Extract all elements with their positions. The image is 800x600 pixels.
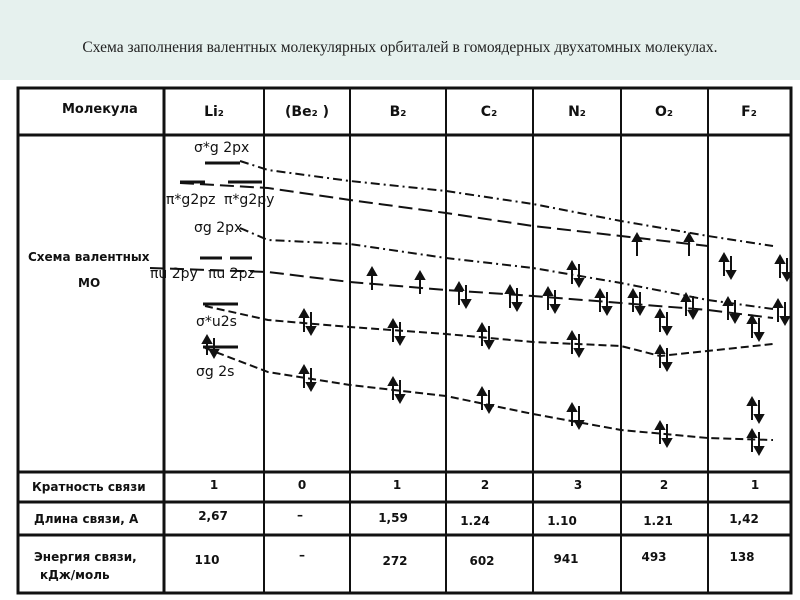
bond-energy-li2: 110 <box>194 553 220 567</box>
label-sigma-g-2s: σg 2s <box>196 364 235 380</box>
bond-length-be2: – <box>297 508 303 522</box>
label-pi-g-2py-star: π*g2py <box>224 192 275 208</box>
bond-order-o2: 2 <box>659 478 669 492</box>
bond-energy-b2: 272 <box>382 554 408 568</box>
bond-energy-n2: 941 <box>553 552 579 566</box>
bond-length-n2: 1.10 <box>547 514 577 528</box>
bond-energy-o2: 493 <box>641 550 667 564</box>
scheme-label-line2: МО <box>78 276 101 290</box>
bond-length-o2: 1.21 <box>643 514 673 528</box>
label-pi-g-2pz-star: π*g2pz <box>166 192 216 208</box>
molecule-be2: (Be₂ ) <box>285 104 329 120</box>
molecule-li2: Li₂ <box>204 104 224 120</box>
molecule-c2: C₂ <box>480 104 498 120</box>
bond-order-label: Кратность связи <box>32 480 146 494</box>
bond-energy-c2: 602 <box>469 554 495 568</box>
label-sigma-g-2px-star: σ*g 2px <box>194 140 250 156</box>
electron-arrows <box>203 234 791 454</box>
molecule-n2: N₂ <box>568 104 586 120</box>
scheme-label-line1: Схема валентных <box>28 250 150 264</box>
corner-label-molecule: Молекула <box>62 102 138 117</box>
bond-length-label: Длина связи, А <box>34 512 139 526</box>
bond-energy-f2: 138 <box>729 550 755 564</box>
bond-energy-be2: – <box>299 548 305 562</box>
molecule-f2: F₂ <box>741 104 757 120</box>
bond-order-b2: 1 <box>392 478 402 492</box>
bond-order-be2: 0 <box>297 478 307 492</box>
label-pi-u-2py: πu 2py <box>150 266 198 282</box>
bond-order-n2: 3 <box>573 478 583 492</box>
slide-title: Схема заполнения валентных молекулярных орбиталей в гомоядерных двухатомных молекулах. <box>82 39 718 56</box>
bond-order-c2: 2 <box>480 478 490 492</box>
bond-length-c2: 1.24 <box>460 514 490 528</box>
label-sigma-g-2px: σg 2px <box>194 220 243 236</box>
bond-length-li2: 2,67 <box>198 509 228 523</box>
label-pi-u-2pz: πu 2pz <box>208 266 255 282</box>
label-sigma-u-2s-star: σ*u2s <box>196 314 237 330</box>
bond-energy-label-line2: кДж/моль <box>40 568 110 582</box>
bond-length-f2: 1,42 <box>729 512 759 526</box>
molecule-o2: O₂ <box>654 104 674 120</box>
bond-order-f2: 1 <box>750 478 760 492</box>
sigma-g-2px-star-level <box>240 161 773 246</box>
bond-order-li2: 1 <box>209 478 219 492</box>
bond-length-b2: 1,59 <box>378 511 408 525</box>
bond-energy-label-line1: Энергия связи, <box>34 550 137 564</box>
molecule-b2: B₂ <box>389 104 407 120</box>
